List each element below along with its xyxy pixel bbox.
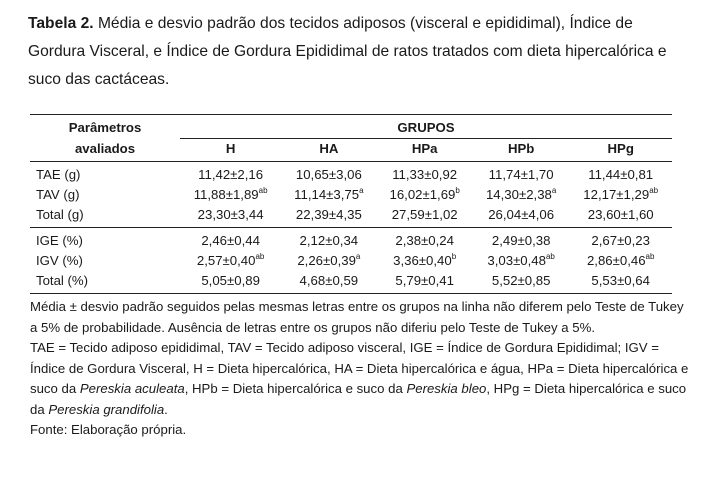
cell: 11,44±0,81 [588,167,654,182]
table-caption [28,10,683,94]
caption-text: Média e desvio padrão dos tecidos adiposos (visceral e epididimal), Índice de Gordura Visceral, e Índice de Gordura Epididimal de ratos tratados com dieta hipercalórica e suco das cactáceas. [28,15,667,88]
species-grandifolia: Pereskia grandifolia [48,401,165,417]
row-label: Total (g) [30,205,180,228]
cell: 11,14±3,75$^a$ [294,185,364,202]
param-header-line2: avaliados [30,139,180,162]
table-row [30,205,672,228]
cell: 10,65±3,06 [295,167,362,182]
cell: 26,04±4,06 [473,205,569,228]
cell: 2,67±0,23 [591,233,650,248]
cell: 11,88±1,89$^{ab}$ [193,185,268,202]
table-row [30,162,672,186]
cell: 11,42±2,16 [198,167,264,182]
cell: 27,59±1,02 [376,205,472,228]
row-label: Total (%) [30,271,180,294]
caption-label: Tabela 2. [28,15,94,32]
cell: 2,49±0,38 [491,233,551,248]
species-aculeata: Pereskia aculeata [79,381,185,396]
cell: 2,46±0,44 [201,233,260,248]
species-bleo: Pereskia bleo [406,381,487,396]
cell: 3,36±0,40$^b$ [393,251,457,268]
results-table [30,114,672,294]
stats-note: Média ± desvio padrão seguidos pelas mesmas letras entre os grupos na linha não diferem pelo Teste de Tukey a 5% de probabilidade. Ausência de letras entre os grupos não diferiu pelo Teste de Tukey a 5%. [30,299,684,335]
col-header-hpg: HPg [569,139,672,162]
table-row [30,271,672,294]
cell: 4,68±0,59 [281,271,376,294]
table-notes [30,297,690,441]
row-label: IGV (%) [36,253,83,268]
source-note: Fonte: Elaboração própria. [30,422,187,437]
cell: 12,17±1,29$^{ab}$ [583,185,659,202]
cell: 2,57±0,40$^{ab}$ [196,251,265,268]
col-header-ha: HA [281,139,376,162]
cell: 3,03±0,48$^{ab}$ [487,251,555,268]
row-label: TAV (g) [36,187,80,202]
table-row [30,251,672,271]
col-header-hpb: HPb [473,139,569,162]
cell: 22,39±4,35 [281,205,376,228]
cell: 5,79±0,41 [376,271,472,294]
cell: 11,33±0,92 [392,167,458,182]
cell: 23,30±3,44 [180,205,281,228]
cell: 5,05±0,89 [180,271,281,294]
table-body [30,162,672,294]
col-header-hpa: HPa [376,139,472,162]
table-row [30,185,672,205]
cell: 2,86±0,46$^{ab}$ [586,251,655,268]
table-row [30,228,672,252]
param-header-line1: Parâmetros [30,115,180,139]
cell: 5,52±0,85 [473,271,569,294]
abbreviations-note: TAE = Tecido adiposo epididimal, TAV = Tecido adiposo visceral, IGE = Índice de Gordura Epididimal; IGV = Índice de Gordura Visceral, H = Dieta hipercalórica, HA = Dieta hipercalórica e água, HPa = Dieta hipercalórica e suco da Pereskia aculeata, HPb = Dieta hipercalórica e suco da Pereskia bleo, HPg = Dieta hipercalórica e suco da Pereskia grandifolia. [30,340,689,417]
cell: 14,30±2,38$^a$ [485,185,557,202]
cell: 11,74±1,70 [488,167,554,182]
cell: 16,02±1,69$^b$ [389,185,460,202]
row-label: TAE (g) [36,167,81,182]
row-label: IGE (%) [36,233,83,248]
cell: 2,12±0,34 [299,233,359,248]
col-header-h: H [180,139,281,162]
cell: 23,60±1,60 [569,205,672,228]
cell: 5,53±0,64 [569,271,672,294]
cell: 2,26±0,39$^a$ [297,251,361,268]
cell: 2,38±0,24 [395,233,454,248]
groups-header: GRUPOS [180,115,672,139]
